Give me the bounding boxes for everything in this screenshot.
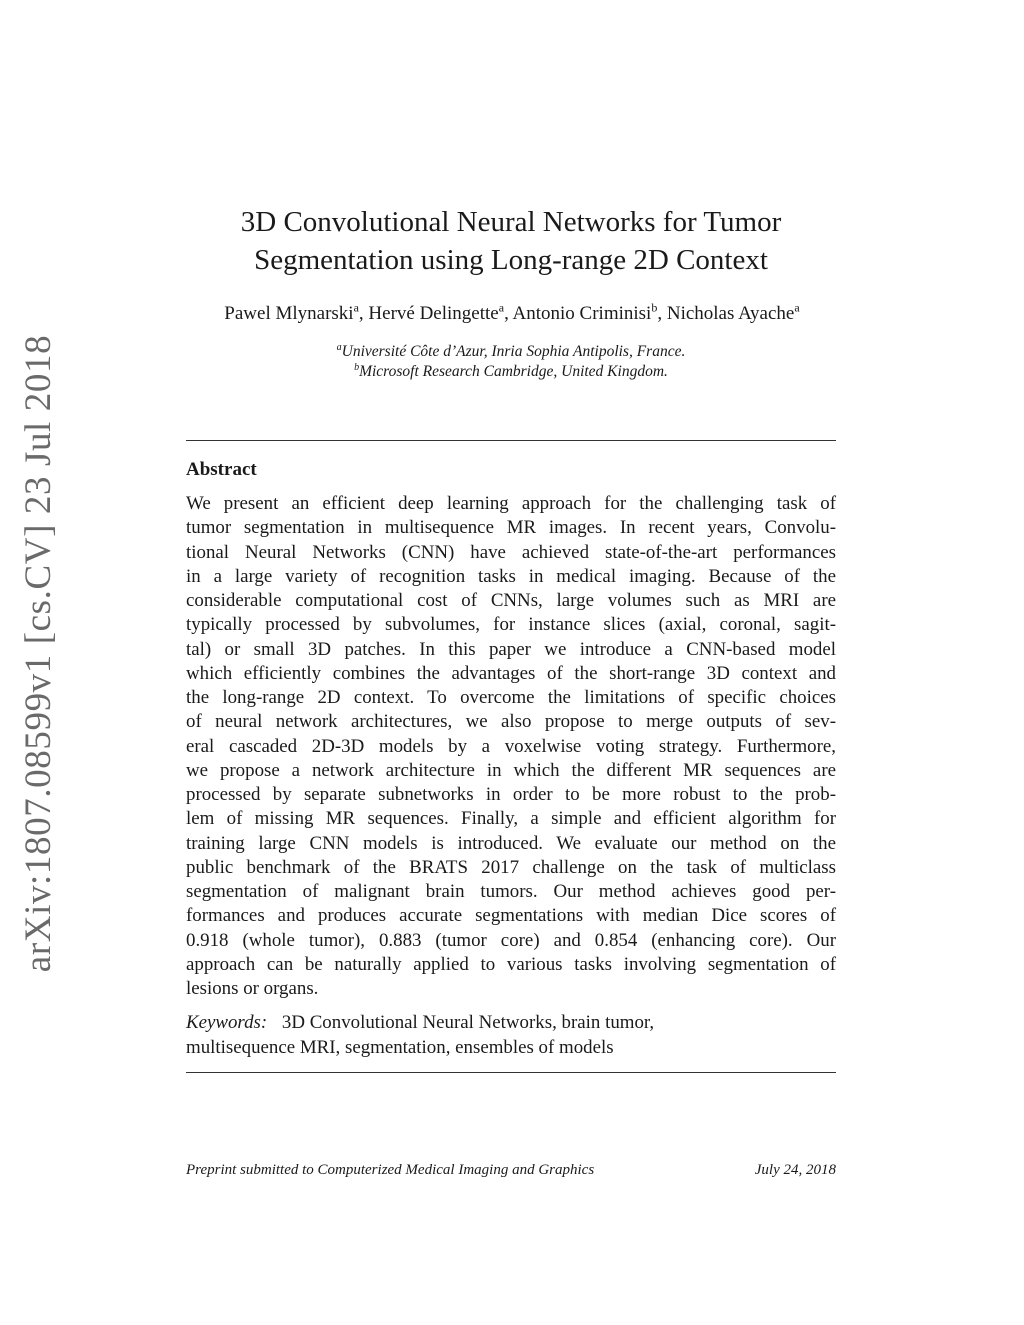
abstract-line: eral cascaded 2D-3D models by a voxelwise voting strategy. Furthermore, [186, 735, 836, 757]
page-footer [186, 1160, 836, 1180]
bottom-divider [186, 1072, 836, 1073]
abstract-line: considerable computational cost of CNNs, large volumes such as MRI are [186, 590, 836, 611]
abstract-line: processed by separate subnetworks in order to be more robust to the prob- [186, 784, 836, 805]
abstract-line: approach can be naturally applied to various tasks involving segmentation of [186, 953, 836, 975]
keywords-line [186, 1011, 836, 1036]
top-divider [186, 440, 836, 441]
author-affiliation-mark: a [794, 300, 800, 315]
abstract-body [186, 492, 836, 1001]
keywords-text: 3D Convolutional Neural Networks, brain tumor, [281, 1012, 655, 1033]
abstract-line: which efficiently combines the advantages of the short-range 3D context and [186, 662, 836, 684]
abstract-line: tional Neural Networks (CNN) have achieved state-of-the-art performances [186, 541, 836, 563]
affiliation-mark: a [336, 341, 342, 353]
arxiv-identifier-text: arXiv:1807.08599v1 [cs.CV] 23 Jul 2018 [18, 334, 60, 973]
abstract-line: lem of missing MR sequences. Finally, a simple and efficient algorithm for [186, 808, 836, 830]
abstract-line: tal) or small 3D patches. In this paper we introduce a CNN-based model [186, 638, 836, 660]
footer-date: July 24, 2018 [754, 1162, 836, 1178]
affiliation [186, 342, 836, 362]
abstract-line: 0.918 (whole tumor), 0.883 (tumor core) and 0.854 (enhancing core). Our [186, 929, 836, 951]
author-affiliation-mark: b [651, 300, 658, 315]
abstract-line: in a large variety of recognition tasks in medical imaging. Because of the [186, 565, 836, 587]
author-name: Hervé Delingette [368, 303, 499, 324]
keywords-line: multisequence MRI, segmentation, ensembles of models [186, 1036, 614, 1058]
arxiv-identifier [16, 334, 62, 973]
abstract-line: lesions or organs. [186, 978, 319, 999]
abstract-line: tumor segmentation in multisequence MR images. In recent years, Convolu- [186, 517, 836, 539]
author-affiliation-mark: a [353, 300, 359, 315]
abstract-line: we propose a network architecture in which the different MR sequences are [186, 759, 836, 781]
paper-title [186, 203, 836, 279]
affiliation [186, 362, 836, 382]
author-name: Antonio Criminisi [512, 303, 652, 324]
abstract-line: training large CNN models is introduced. We evaluate our method on the [186, 832, 836, 854]
abstract-line: of neural network architectures, we also propose to merge outputs of sev- [186, 711, 836, 733]
affiliation-list [186, 342, 836, 382]
title-line: Segmentation using Long-range 2D Context [254, 244, 768, 276]
affiliation-text: Microsoft Research Cambridge, United Kingdom. [359, 363, 668, 380]
abstract-line: public benchmark of the BRATS 2017 challenge on the task of multiclass [186, 856, 836, 878]
abstract-line: typically processed by subvolumes, for instance slices (axial, coronal, sagit- [186, 614, 836, 636]
title-line: 3D Convolutional Neural Networks for Tumor [240, 206, 782, 238]
author-affiliation-mark: a [498, 300, 505, 315]
author-name: Pawel Mlynarski [224, 303, 354, 324]
abstract-line: the long-range 2D context. To overcome the limitations of specific choices [186, 687, 836, 708]
author-list: Pawel Mlynarski$^a$, Hervé Delingette$^a$, Antonio Criminisi$^b$, Nicholas Ayache$^a$ [224, 300, 800, 324]
keywords-label: Keywords: [186, 1012, 268, 1033]
abstract-line: segmentation of malignant brain tumors. Our method achieves good per- [186, 881, 836, 902]
affiliation-text: Université Côte d’Azur, Inria Sophia Antipolis, France. [341, 343, 686, 360]
abstract-line: We present an efficient deep learning approach for the challenging task of [186, 493, 836, 514]
keywords-block [186, 1011, 836, 1060]
abstract-line: formances and produces accurate segmentations with median Dice scores of [186, 905, 836, 927]
abstract-heading: Abstract [186, 459, 257, 480]
affiliation-mark: b [354, 361, 360, 373]
footer-submission-note: Preprint submitted to Computerized Medical Imaging and Graphics [186, 1162, 595, 1178]
author-name: Nicholas Ayache [666, 303, 795, 324]
